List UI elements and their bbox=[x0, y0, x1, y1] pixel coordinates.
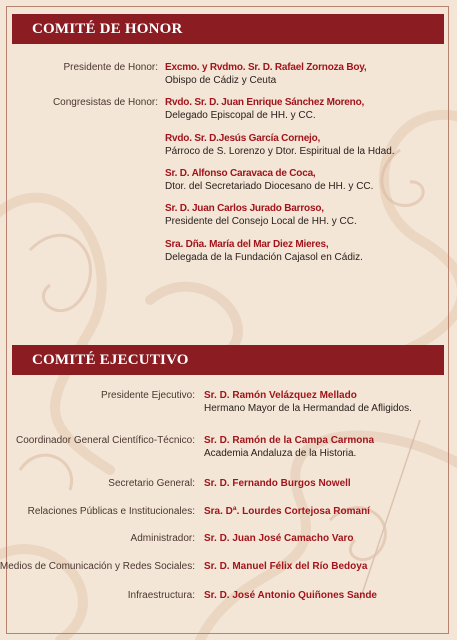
member-title: Delegado Episcopal de HH. y CC. bbox=[165, 110, 316, 121]
honor-member bbox=[165, 132, 395, 158]
role-label: Secretario General: bbox=[108, 478, 195, 489]
honor-member bbox=[165, 167, 373, 193]
honor-member bbox=[165, 202, 357, 228]
member-name: Excmo. y Rvdmo. Sr. D. Rafael Zornoza Boy, bbox=[165, 62, 367, 73]
role-label: Presidente Ejecutivo: bbox=[101, 390, 195, 401]
member-name: Sr. D. Manuel Félix del Río Bedoya bbox=[204, 561, 368, 572]
member-name: Sr. D. Juan Carlos Jurado Barroso, bbox=[165, 203, 324, 214]
executive-member bbox=[204, 505, 370, 518]
role-label: Administrador: bbox=[130, 533, 195, 544]
role-label: Congresistas de Honor: bbox=[52, 97, 158, 108]
honor-member bbox=[165, 61, 366, 87]
member-name: Sr. D. Ramón de la Campa Carmona bbox=[204, 435, 375, 446]
role-label: Relaciones Públicas e Institucionales: bbox=[27, 506, 195, 517]
executive-member bbox=[204, 532, 354, 545]
executive-member bbox=[204, 389, 412, 415]
member-title: Presidente del Consejo Local de HH. y CC. bbox=[165, 216, 357, 227]
member-title: Dtor. del Secretariado Diocesano de HH. y CC. bbox=[165, 181, 374, 192]
member-title: Párroco de S. Lorenzo y Dtor. Espiritual de la Hdad. bbox=[165, 146, 395, 157]
member-title: Hermano Mayor de la Hermandad de Afligidos. bbox=[204, 403, 412, 414]
honor-member bbox=[165, 96, 364, 122]
member-name: Rvdo. Sr. D.Jesús García Cornejo, bbox=[165, 133, 321, 144]
member-name: Rvdo. Sr. D. Juan Enrique Sánchez Moreno, bbox=[165, 97, 365, 108]
member-title: Obispo de Cádiz y Ceuta bbox=[165, 75, 277, 86]
executive-committee-heading: COMITÉ EJECUTIVO bbox=[12, 345, 444, 375]
member-title: Delegada de la Fundación Cajasol en Cádiz. bbox=[165, 252, 363, 263]
member-name: Sr. D. José Antonio Quiñones Sande bbox=[204, 590, 377, 601]
role-label: Presidente de Honor: bbox=[63, 62, 158, 73]
member-title: Academia Andaluza de la Historia. bbox=[204, 448, 357, 459]
executive-member bbox=[204, 589, 377, 602]
role-label: Coordinador General Científico-Técnico: bbox=[16, 435, 195, 446]
executive-member bbox=[204, 434, 374, 460]
member-name: Sra. Dña. María del Mar Diez Mieres, bbox=[165, 239, 329, 250]
member-name: Sra. Dª. Lourdes Cortejosa Romaní bbox=[204, 506, 370, 517]
role-label: Medios de Comunicación y Redes Sociales: bbox=[0, 561, 195, 572]
honor-committee-heading: COMITÉ DE HONOR bbox=[12, 14, 444, 44]
executive-member bbox=[204, 477, 351, 490]
member-name: Sr. D. Fernando Burgos Nowell bbox=[204, 478, 351, 489]
executive-member bbox=[204, 560, 367, 573]
member-name: Sr. D. Juan José Camacho Varo bbox=[204, 533, 354, 544]
member-name: Sr. D. Ramón Velázquez Mellado bbox=[204, 390, 357, 401]
member-name: Sr. D. Alfonso Caravaca de Coca, bbox=[165, 168, 316, 179]
honor-member bbox=[165, 238, 363, 264]
role-label: Infraestructura: bbox=[127, 590, 195, 601]
